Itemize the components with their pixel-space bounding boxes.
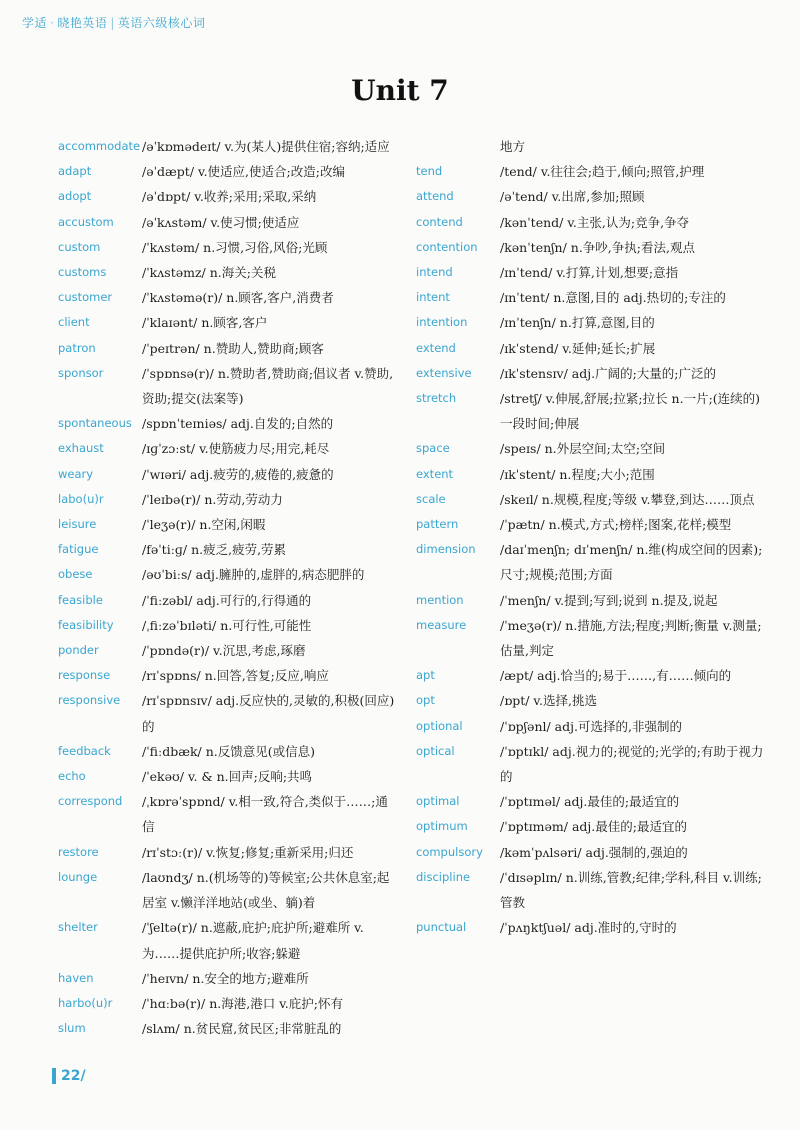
vocab-definition: /ˈfiːzəbl/ adj.可行的,行得通的 [142, 592, 312, 608]
vocab-entry [416, 512, 766, 537]
vocab-entry [58, 865, 398, 915]
vocab-definition: /əˈkɒmədeɪt/ v.为(某人)提供住宿;容纳;适应 [142, 139, 390, 154]
vocab-word: customs [58, 265, 107, 280]
vocab-entry [58, 134, 398, 159]
vocab-entry [416, 462, 766, 487]
vocab-word: leisure [58, 517, 97, 532]
vocab-word: intention [416, 315, 468, 330]
vocab-word: pattern [416, 517, 459, 532]
vocab-word: accustom [58, 214, 114, 229]
vocab-word: fatigue [58, 542, 99, 557]
vocab-entry [416, 184, 766, 209]
vocab-entry [416, 310, 766, 335]
vocab-definition: /ˈfiːdbæk/ n.反馈意见(或信息) [142, 743, 315, 759]
vocab-definition: /ɪkˈstent/ n.程度;大小;范围 [500, 466, 655, 482]
vocab-entry [58, 991, 398, 1016]
vocab-entry [416, 714, 766, 739]
vocab-word: contention [416, 239, 478, 254]
vocab-entry [416, 210, 766, 235]
vocab-entry [58, 487, 398, 512]
vocab-definition: /əˈtend/ v.出席,参加;照顾 [500, 189, 645, 205]
vocab-entry [58, 462, 398, 487]
vocab-definition: /slʌm/ n.贫民窟,贫民区;非常脏乱的 [142, 1021, 342, 1037]
vocab-entry [416, 915, 766, 940]
vocab-entry [416, 285, 766, 310]
vocab-entry [58, 184, 398, 209]
vocab-word: haven [58, 970, 94, 985]
vocab-word: feasible [58, 592, 103, 607]
vocab-entry [58, 537, 398, 562]
vocab-entry [58, 562, 398, 587]
vocab-word: discipline [416, 869, 471, 884]
vocab-definition: /speɪs/ n.外层空间;太空;空间 [500, 441, 666, 457]
vocab-entry [58, 663, 398, 688]
vocab-definition: /ɪnˈtent/ n.意图,目的 adj.热切的;专注的 [500, 290, 726, 306]
vocab-definition: /ɪɡˈzɔːst/ v.使筋疲力尽;用完,耗尽 [142, 441, 330, 457]
vocab-definition: /ˈklaɪənt/ n.顾客,客户 [142, 315, 268, 331]
vocab-word: customer [58, 290, 113, 305]
vocab-definition: /kənˈtenʃn/ n.争吵,争执;看法,观点 [500, 239, 695, 255]
vocab-word: optimal [416, 794, 460, 809]
vocab-word: feasibility [58, 617, 114, 632]
page-header: 学适 · 晓艳英语 | 英语六级核心词 [22, 16, 206, 30]
vocab-definition: /ˈpætn/ n.模式,方式;榜样;图案,花样;模型 [500, 517, 732, 533]
vocab-entry [416, 865, 766, 915]
series-name: 晓艳英语 [57, 16, 108, 30]
vocab-entry [58, 159, 398, 184]
vocab-word: intent [416, 290, 450, 305]
vocab-definition: /ˈleʒə(r)/ n.空闲,闲暇 [142, 517, 266, 533]
vocab-word: apt [416, 668, 435, 683]
vocab-entry [416, 688, 766, 713]
vocab-word: accommodate [58, 139, 141, 153]
vocab-definition: /ˈpeɪtrən/ n.赞助人,赞助商;顾客 [142, 340, 324, 356]
vocab-entry [416, 840, 766, 865]
vocab-word: extensive [416, 365, 472, 380]
vocab-entry [416, 361, 766, 386]
vocab-definition: /ˈɒptɪkl/ adj.视力的;视觉的;光学的;有助于视力的 [500, 743, 764, 785]
vocab-definition: /ˈɒptɪməm/ adj.最佳的;最适宜的 [500, 819, 687, 835]
vocab-word: mention [416, 592, 464, 607]
vocab-definition: /ˈmenʃn/ v.提到;写到;说到 n.提及,说起 [500, 592, 718, 608]
vocab-definition: /ˈkʌstəmə(r)/ n.顾客,客户,消费者 [142, 290, 334, 306]
vocab-entry [58, 285, 398, 310]
vocab-word: contend [416, 214, 463, 229]
vocab-entry [58, 966, 398, 991]
vocab-entry [416, 613, 766, 663]
vocab-entry [58, 739, 398, 764]
vocab-entry [58, 764, 398, 789]
vocab-entry [58, 840, 398, 865]
vocab-definition: /kənˈtend/ v.主张,认为;竞争,争夺 [500, 214, 690, 230]
vocab-word: tend [416, 164, 443, 179]
vocab-definition: /stretʃ/ v.伸展,舒展;拉紧;拉长 n.一片;(连续的)一段时间;伸展 [500, 391, 761, 432]
vocab-definition: /daɪˈmenʃn; dɪˈmenʃn/ n.维(构成空间的因素);尺寸;规模;范围;方面 [500, 542, 763, 583]
vocab-definition: /ˈpɒndə(r)/ v.沉思,考虑,琢磨 [142, 643, 306, 659]
book-name: 英语六级核心词 [117, 16, 206, 30]
vocab-word: slum [58, 1021, 86, 1036]
vocab-word: correspond [58, 794, 123, 809]
vocab-entry [58, 688, 398, 738]
vocab-entry [416, 588, 766, 613]
vocab-definition: /əʊˈbiːs/ adj.臃肿的,虚胖的,病态肥胖的 [142, 567, 365, 583]
vocab-definition: /ˈmeʒə(r)/ n.措施,方法;程度;判断;衡量 v.测量;估量,判定 [500, 617, 762, 659]
vocab-entry [416, 487, 766, 512]
vocab-word: dimension [416, 542, 476, 557]
right-column [416, 134, 766, 941]
vocab-word: stretch [416, 391, 457, 406]
vocab-definition: /ɪnˈtenʃn/ n.打算,意图,目的 [500, 315, 655, 331]
continuation-text: 地方 [500, 139, 526, 154]
vocab-word: obese [58, 567, 93, 582]
vocab-entry [58, 638, 398, 663]
vocab-definition: /ˈkʌstəmz/ n.海关;关税 [142, 265, 276, 281]
vocab-definition: /æpt/ adj.恰当的;易于……,有……倾向的 [500, 668, 732, 684]
vocab-word: harbo(u)r [58, 995, 113, 1010]
vocab-word: exhaust [58, 441, 104, 456]
vocab-word: feedback [58, 743, 111, 758]
vocab-entry [416, 663, 766, 688]
vocab-entry [58, 512, 398, 537]
vocab-definition: /ˈspɒnsə(r)/ n.赞助者,赞助商;倡议者 v.赞助,资助;提交(法案等) [142, 365, 394, 407]
vocab-definition: /ˌfiːzəˈbɪləti/ n.可行性,可能性 [142, 617, 312, 633]
vocab-word: optional [416, 718, 463, 733]
vocab-word: client [58, 315, 90, 330]
vocab-word: intend [416, 265, 453, 280]
vocab-word: weary [58, 466, 94, 481]
vocab-entry [58, 260, 398, 285]
vocab-entry [58, 310, 398, 335]
vocab-word: extend [416, 340, 456, 355]
left-column [58, 134, 398, 1041]
vocab-word: ponder [58, 643, 99, 658]
vocab-entry [58, 210, 398, 235]
vocab-entry [416, 260, 766, 285]
vocab-definition: /spɒnˈteɪniəs/ adj.自发的;自然的 [142, 416, 334, 432]
unit-title: Unit 7 [351, 74, 449, 107]
vocab-definition: /ˈdɪsəplɪn/ n.训练,管教;纪律;学科,科目 v.训练;管教 [500, 869, 762, 911]
vocab-definition: /ɒpt/ v.选择,挑选 [500, 693, 597, 709]
vocab-definition: /ˈekəʊ/ v. & n.回声;反响;共鸣 [142, 769, 313, 785]
vocab-word: lounge [58, 869, 98, 884]
vocab-entry [58, 915, 398, 965]
vocab-word: punctual [416, 920, 467, 935]
vocab-definition: /əˈkʌstəm/ v.使习惯;使适应 [142, 214, 300, 230]
vocab-entry [58, 235, 398, 260]
vocab-word: custom [58, 239, 101, 254]
vocab-definition: /ˈheɪvn/ n.安全的地方;避难所 [142, 970, 309, 986]
vocab-definition: /ɪnˈtend/ v.打算,计划,想要;意指 [500, 265, 679, 281]
page-number: 22/ [52, 1068, 86, 1084]
vocab-entry [416, 537, 766, 587]
vocab-entry [58, 1016, 398, 1041]
vocab-entry [416, 739, 766, 789]
vocab-word: spontaneous [58, 416, 132, 431]
vocab-definition: /əˈdɒpt/ v.收养;采用;采取,采纳 [142, 189, 317, 205]
vocab-entry [58, 789, 398, 839]
vocab-word: restore [58, 844, 99, 859]
vocab-word: optical [416, 743, 455, 758]
vocab-word: adapt [58, 164, 92, 179]
vocab-definition: /ˌkɒrəˈspɒnd/ v.相一致,符合,类似于……;通信 [142, 794, 388, 835]
vocab-word: measure [416, 617, 467, 632]
vocab-definition: /laʊndʒ/ n.(机场等的)等候室;公共休息室;起居室 v.懒洋洋地站(或坐、躺)着 [142, 869, 390, 911]
vocab-entry [58, 336, 398, 361]
vocab-entry [416, 235, 766, 260]
vocab-definition: /kəmˈpʌlsəri/ adj.强制的,强迫的 [500, 844, 688, 860]
vocab-word: response [58, 668, 111, 683]
vocab-definition: /ˈhɑːbə(r)/ n.海港,港口 v.庇护;怀有 [142, 995, 343, 1011]
vocab-entry [58, 613, 398, 638]
vocab-entry [416, 386, 766, 436]
vocab-entry [58, 411, 398, 436]
vocab-word: patron [58, 340, 96, 355]
vocab-definition: /ɪkˈstend/ v.延伸;延长;扩展 [500, 340, 656, 356]
continuation-entry [416, 134, 766, 159]
vocab-word: attend [416, 189, 454, 204]
vocab-entry [58, 436, 398, 461]
vocab-definition: /ˈpʌŋktʃuəl/ adj.准时的,守时的 [500, 920, 677, 936]
vocab-word: space [416, 441, 450, 456]
vocab-entry [416, 336, 766, 361]
vocab-word: optimum [416, 819, 468, 834]
vocab-definition: /fəˈtiːɡ/ n.疲乏,疲劳,劳累 [142, 542, 287, 558]
vocab-entry [58, 588, 398, 613]
vocab-entry [416, 159, 766, 184]
vocab-word: responsive [58, 693, 121, 708]
vocab-word: extent [416, 466, 454, 481]
vocab-definition: /rɪˈspɒnsɪv/ adj.反应快的,灵敏的,积极(回应)的 [142, 693, 395, 734]
vocab-definition: /rɪˈstɔː(r)/ v.恢复;修复;重新采用;归还 [142, 844, 354, 860]
vocab-word: sponsor [58, 365, 104, 380]
vocab-definition: /əˈdæpt/ v.使适应,使适合;改造;改编 [142, 164, 345, 180]
brand-name: 学适 [22, 16, 48, 30]
vocab-entry [416, 436, 766, 461]
vocab-definition: /ˈwɪəri/ adj.疲劳的,疲倦的,疲惫的 [142, 466, 334, 482]
vocab-word: shelter [58, 920, 98, 935]
vocab-definition: /ˈleɪbə(r)/ n.劳动,劳动力 [142, 491, 283, 507]
vocab-word: echo [58, 769, 86, 784]
vocab-definition: /ˈɒpʃənl/ adj.可选择的,非强制的 [500, 718, 682, 734]
vocab-definition: /ˈɒptɪməl/ adj.最佳的;最适宜的 [500, 794, 680, 810]
vocab-word: scale [416, 491, 446, 506]
vocab-entry [416, 814, 766, 839]
vocab-entry [416, 789, 766, 814]
vocab-word: compulsory [416, 844, 483, 859]
vocab-definition: /skeɪl/ n.规模,程度;等级 v.攀登,到达……顶点 [500, 491, 755, 507]
vocab-definition: /ɪkˈstensɪv/ adj.广阔的;大量的;广泛的 [500, 365, 716, 381]
vocab-word: opt [416, 693, 435, 708]
vocab-definition: /rɪˈspɒns/ n.回答,答复;反应,响应 [142, 668, 329, 684]
vocab-word: adopt [58, 189, 92, 204]
vocab-definition: /ˈʃeltə(r)/ n.遮蔽,庇护;庇护所;避难所 v.为……提供庇护所;收容;躲避 [142, 920, 364, 961]
vocab-entry [58, 361, 398, 411]
vocab-definition: /ˈkʌstəm/ n.习惯,习俗,风俗;光顾 [142, 239, 328, 255]
vocab-definition: /tend/ v.往往会;趋于,倾向;照管,护理 [500, 164, 705, 180]
vocab-word: labo(u)r [58, 491, 104, 506]
